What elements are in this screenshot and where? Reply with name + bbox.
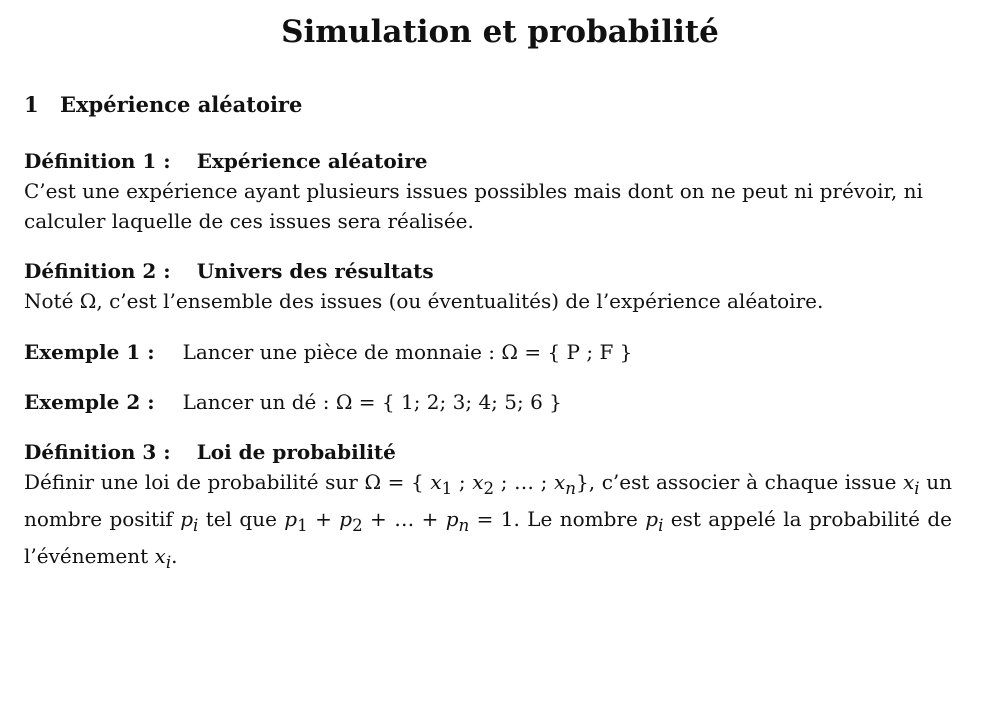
definition-2-label: Définition 2 : bbox=[24, 259, 171, 283]
definition-1-text: C’est une expérience ayant plusieurs issues possibles mais dont on ne peut ni prévoir, ni calculer laquelle de ces issues sera réalisée. bbox=[24, 179, 923, 233]
definition-2-text: Noté Ω, c’est l’ensemble des issues (ou éventualités) de l’expérience aléatoire. bbox=[24, 289, 824, 313]
example-1-text: Lancer une pièce de monnaie : Ω = { P ; F } bbox=[182, 340, 633, 364]
definition-2 bbox=[24, 256, 952, 316]
definition-2-title: Univers des résultats bbox=[196, 259, 434, 283]
section-title: Expérience aléatoire bbox=[60, 92, 303, 117]
example-1 bbox=[24, 337, 952, 367]
definition-1-label: Définition 1 : bbox=[24, 149, 171, 173]
section-heading bbox=[24, 92, 302, 117]
section-number: 1 bbox=[24, 92, 39, 117]
document-title: Simulation et probabilité bbox=[281, 14, 719, 50]
example-2 bbox=[24, 387, 952, 417]
example-2-label: Exemple 2 : bbox=[24, 390, 155, 414]
example-1-label: Exemple 1 : bbox=[24, 340, 155, 364]
definition-3 bbox=[24, 437, 952, 578]
example-2-text: Lancer un dé : Ω = { 1; 2; 3; 4; 5; 6 } bbox=[182, 390, 562, 414]
definition-1-title: Expérience aléatoire bbox=[196, 149, 428, 173]
definition-3-label: Définition 3 : bbox=[24, 440, 171, 464]
definition-3-text: Définir une loi de probabilité sur Ω = { $x_1$ ; $x_2$ ; … ; $x_n$}, c’est associer à chaque issue $x_i$ un nombre positif $p_i$ tel que $p_1 + p_2$ + … + $p_n = 1$. Le nombre $p_i$ est appelé la probabilité de l’événement $x_i$. bbox=[24, 470, 953, 572]
definition-3-title: Loi de probabilité bbox=[196, 440, 396, 464]
definition-1 bbox=[24, 146, 952, 236]
